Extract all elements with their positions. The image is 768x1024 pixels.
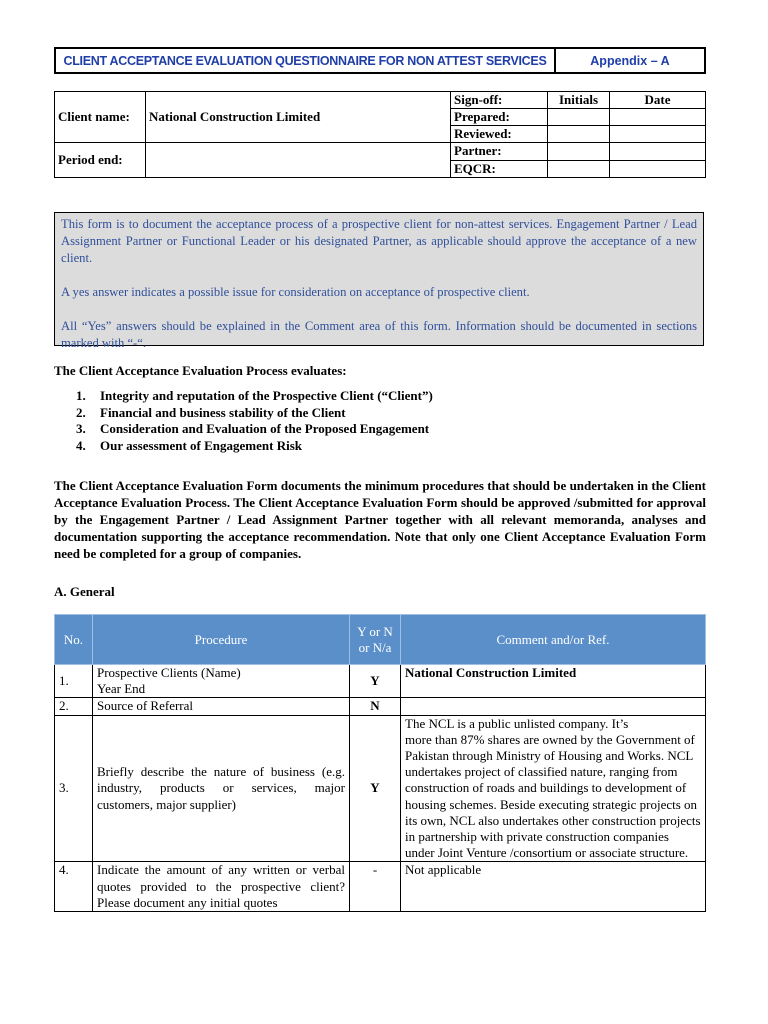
prepared-label: Prepared:: [451, 109, 548, 126]
partner-date: [610, 143, 706, 161]
instructions-paragraph-1: This form is to document the acceptance process of a prospective client for non-attest services. Engagement Partner / Lead Assignment Partner or Functional Leader or his designated Partner, as applicable should approve the acceptance of a new client.: [61, 217, 697, 265]
col-header-yn: Y or N or N/a: [350, 615, 401, 665]
instructions-paragraph-3: All “Yes” answers should be explained in the Comment area of this form. Information should be documented in sections marked with “-“.: [61, 319, 697, 350]
list-item: 3. Consideration and Evaluation of the Proposed Engagement: [76, 421, 430, 437]
col-header-procedure: Procedure: [93, 615, 350, 665]
table-row: 2. Source of Referral N: [55, 698, 706, 715]
form-description-paragraph: The Client Acceptance Evaluation Form documents the minimum procedures that should be undertaken in the Client Acceptance Evaluation Process. The Client Acceptance Evaluation Form should be approved /submitted for approval by the Engagement Partner / Lead Assignment Partner together with all relevant memoranda, analyses and documentation supporting the acceptance recommendation. Note that only one Client Acceptance Evaluation Form need be completed for a group of companies.: [54, 478, 706, 561]
instructions-box: [54, 212, 704, 350]
client-name-value: National Construction Limited: [146, 92, 451, 143]
date-label: Date: [610, 92, 706, 109]
prepared-initials: [548, 109, 610, 126]
client-info-table: [54, 91, 706, 178]
eqcr-label: EQCR:: [451, 160, 548, 178]
eqcr-initials: [548, 160, 610, 178]
period-end-label: Period end:: [55, 143, 146, 178]
prepared-date: [610, 109, 706, 126]
list-item: 4. Our assessment of Engagement Risk: [76, 437, 302, 453]
reviewed-date: [610, 126, 706, 143]
partner-label: Partner:: [451, 143, 548, 161]
list-item: 2. Financial and business stability of the Client: [76, 404, 346, 420]
section-a-heading: A. General: [54, 584, 115, 599]
table-row: 1. Prospective Clients (Name) Year End Y National Construction Limited: [55, 665, 706, 698]
table-row: 3. Briefly describe the nature of business (e.g. industry, products or services, major customers, major supplier) Y The NCL is a public unlisted company. It’s more than 87% shares are owned by the Government of Pakistan through Ministry of Housing and Works. NCL undertakes project of classified nature, ranging from construction of roads and buildings to development of housing schemes. Beside executing strategic projects on its own, NCL also undertakes other construction projects in partnership with private construction companies under Joint Venture /consortium or associate structure.: [55, 715, 706, 862]
partner-initials: [548, 143, 610, 161]
reviewed-label: Reviewed:: [451, 126, 548, 143]
list-item: 1. Integrity and reputation of the Prospective Client (“Client”): [76, 388, 433, 403]
reviewed-initials: [548, 126, 610, 143]
form-header: [54, 47, 706, 74]
general-table: [54, 614, 706, 912]
process-heading: The Client Acceptance Evaluation Process evaluates:: [54, 363, 347, 378]
form-title: CLIENT ACCEPTANCE EVALUATION QUESTIONNAIRE FOR NON ATTEST SERVICES: [56, 49, 556, 72]
eqcr-date: [610, 160, 706, 178]
initials-label: Initials: [548, 92, 610, 109]
client-name-label: Client name:: [55, 92, 146, 143]
process-list: [76, 388, 433, 454]
appendix-label: Appendix – A: [590, 53, 670, 68]
period-end-value: [146, 143, 451, 178]
table-row: 4. Indicate the amount of any written or verbal quotes provided to the prospective client? Please document any initial quotes - Not applicable: [55, 862, 706, 912]
col-header-no: No.: [55, 615, 93, 665]
col-header-comment: Comment and/or Ref.: [401, 615, 706, 665]
signoff-label: Sign-off:: [451, 92, 548, 109]
instructions-paragraph-2: A yes answer indicates a possible issue for consideration on acceptance of prospective client.: [61, 285, 530, 299]
